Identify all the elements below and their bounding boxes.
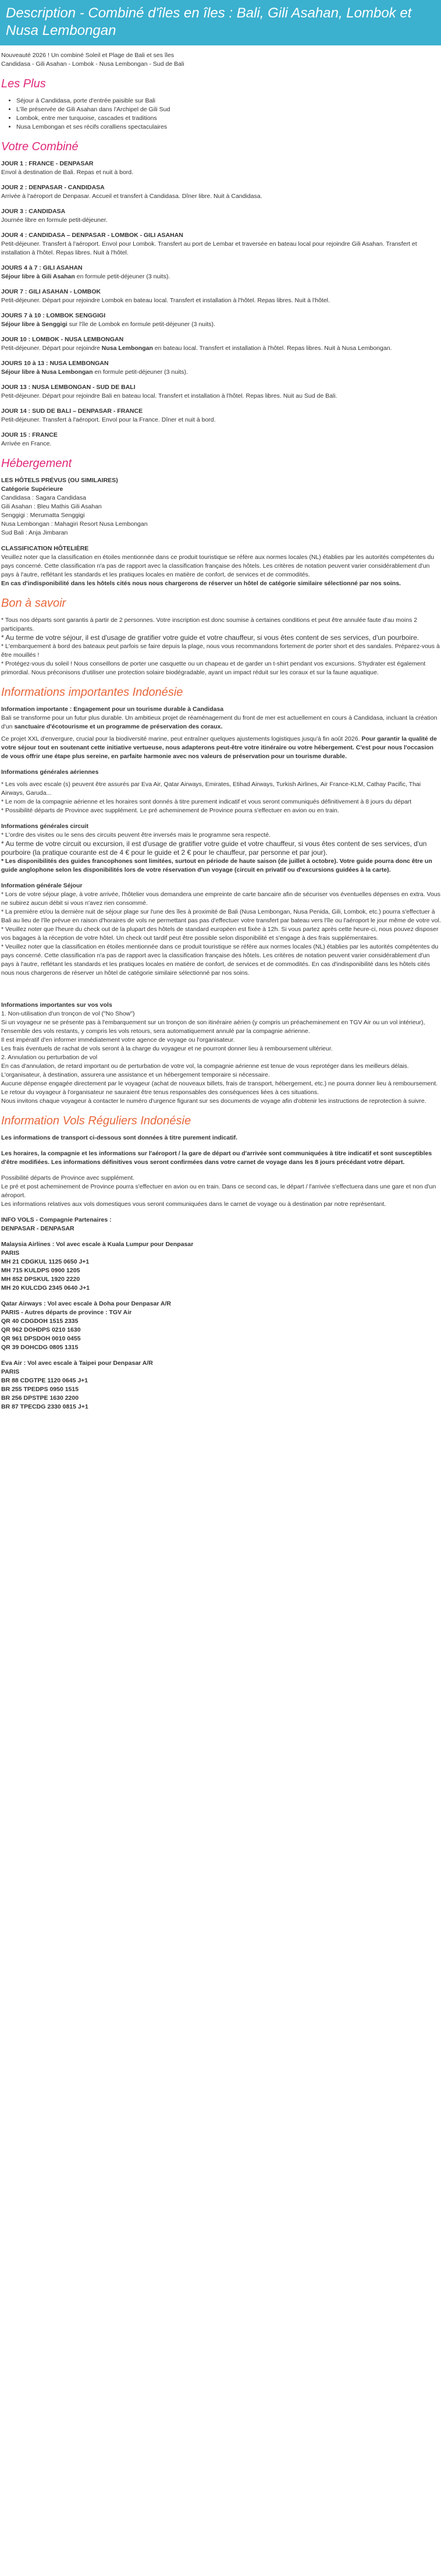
flight-line: MH 852 DPSKUL 1920 2220	[1, 1276, 80, 1283]
hotel-line: Nusa Lembongan : Mahagiri Resort Nusa Lembongan	[1, 521, 148, 528]
sejour-line: * Lors de votre séjour plage, à votre arrivée, l'hôtelier vous demandera une empreinte de carte bancaire afin de sécuriser vos éventuelles dépenses en extra. Vous ne subirez aucun débit si vous n'avez rien consommé.	[1, 891, 440, 907]
list-item: • Séjour à Candidasa, porte d'entrée paisible sur Bali	[16, 97, 441, 105]
day-desc-bold: Séjour libre à Gili Asahan	[1, 273, 75, 280]
aerien-line: * Le nom de la compagnie aérienne et les horaires sont donnés à titre purement indicatif et vous seront communiqués définitivement à 8 jours du départ	[1, 798, 412, 805]
plus-heading: Les Plus	[1, 77, 46, 90]
day-item	[1, 231, 441, 257]
savoir-block	[1, 616, 441, 677]
day-desc-bold: Nusa Lembongan	[101, 345, 153, 352]
combine-heading: Votre Combiné	[1, 140, 79, 153]
infos-heading: Informations importantes Indonésie	[1, 686, 183, 699]
vols-line: Si un voyageur ne se présente pas à l'embarquement sur un tronçon de son itinéraire aérien (y compris un préacheminement en TGV Air ou un vol intérieur), l'ensemble des vols restants, y compris les vols retours, sera automatiquement annulé par la compagnie aérienne.	[1, 1019, 425, 1035]
day-title: JOUR 4 : CANDIDASA – DENPASAR - LOMBOK - GILI ASAHAN	[1, 232, 183, 239]
day-desc	[1, 320, 441, 329]
day-item	[1, 359, 441, 377]
day-desc-pre: Petit-déjeuner. Départ pour rejoindre	[1, 345, 102, 352]
classification-title: CLASSIFICATION HÔTELIÈRE	[1, 545, 89, 552]
vols-line: 2. Annulation ou perturbation de vol	[1, 1054, 98, 1061]
day-desc: Petit-déjeuner. Départ pour rejoindre Bali en bateau local. Transfert et installation à l'hôtel. Repas libres. Nuit au Sud de Bali.	[1, 392, 337, 399]
hebergement-heading: Hébergement	[1, 457, 72, 470]
reguliers-line: Les informations de transport ci-dessous sont données à titre purement indicatif.	[1, 1134, 238, 1141]
engagement-text-c: Ce projet XXL d'envergure, crucial pour la biodiversité marine, peut entraîner quelques ajustements logistiques jusqu'à fin août 2026.	[1, 735, 362, 742]
reguliers-line: Possibilité départs de Province avec supplément.	[1, 1174, 134, 1181]
sejour-block	[1, 882, 441, 978]
engagement-text-a: Bali se transforme pour un futur plus durable. Un ambitieux projet de réaménagement du front de mer est actuellement en cours à Candidasa, incluant la création d'un	[1, 714, 438, 730]
malaysia-block	[1, 1240, 441, 1293]
day-title: JOUR 13 : NUSA LEMBONGAN - SUD DE BALI	[1, 384, 136, 391]
day-item	[1, 407, 441, 424]
day-item	[1, 207, 441, 225]
vols-line: Aucune dépense engagée directement par le voyageur (achat de nouveaux billets, frais de transport, hébergement, etc.) ne pourra donner lieu à remboursement.	[1, 1080, 438, 1087]
aerien-block	[1, 768, 441, 815]
classification-text: Veuillez noter que la classification en étoiles mentionnée dans ce produit touristique se réfère aux normes locales (NL) établies par les autorités compétentes du pays concerné. Cette classification n'a pas de rapport avec la classification française des hôtels. Les critères de notation peuvent varier considérablement d'un pays à l'autre, reflétant les standards et les pratiques locales en matière de confort, de services et de commodités.	[1, 554, 435, 578]
flight-line: BR 256 DPSTPE 1630 2200	[1, 1395, 79, 1402]
page-title: Description - Combiné d'îles en îles : Bali, Gili Asahan, Lombok et Nusa Lembongan	[6, 5, 412, 38]
vols-line: 1. Non-utilisation d'un tronçon de vol ("No Show")	[1, 1010, 135, 1017]
day-item	[1, 288, 441, 305]
engagement-text-e: C'est pour nous l'occasion de vous offrir une étape plus sereine, en parfaite harmonie avec nos valeurs de préservation pour un tourisme durable.	[1, 744, 434, 760]
day-item	[1, 431, 441, 448]
day-item	[1, 312, 441, 329]
savoir-heading: Bon à savoir	[1, 597, 66, 610]
flight-line: PARIS - Autres départs de province : TGV Air	[1, 1309, 132, 1316]
day-title: JOUR 1 : FRANCE - DENPASAR	[1, 160, 94, 167]
list-item: • Nusa Lembongan et ses récifs coralliens spectaculaires	[16, 123, 441, 132]
engagement-text-d: Pour garantir la qualité de votre séjour tout en soutenant cette initiative vertueuse, nous adapterons peut-être votre itinéraire ou votre hébergement.	[1, 735, 437, 751]
flight-line: QR 961 DPSDOH 0010 0455	[1, 1335, 81, 1342]
airline-title: Malaysia Airlines : Vol avec escale à Kuala Lumpur pour Denpasar	[1, 1241, 194, 1248]
intro-line: Candidasa - Gili Asahan - Lombok - Nusa Lembongan - Sud de Bali	[1, 61, 184, 68]
flight-line: MH 21 CDGKUL 1125 0650 J+1	[1, 1258, 90, 1265]
day-title: JOUR 3 : CANDIDASA	[1, 208, 66, 215]
flight-line: QR 40 CDGDOH 1515 2335	[1, 1318, 79, 1325]
flight-line: BR 87 TPECDG 2330 0815 J+1	[1, 1403, 88, 1410]
intro	[1, 51, 441, 69]
info-vols-title: INFO VOLS - Compagnie Partenaires :	[1, 1216, 112, 1223]
day-desc: Petit-déjeuner. Départ pour rejoindre Lombok en bateau local. Transfert et installation à l'hôtel. Repas libres. Nuit à l'hôtel.	[1, 297, 330, 304]
aerien-line: * Possibilité départs de Province avec supplément. Le pré acheminement de Province pourra s'effectuer en avion ou en train.	[1, 807, 339, 814]
vols-line: Le retour du voyageur à l'organisateur ne sauraient être tenus responsables des conséquences liées à ces situations.	[1, 1089, 319, 1096]
day-title: JOURS 4 à 7 : GILI ASAHAN	[1, 264, 83, 271]
vols-line: Il est impératif d'en informer immédiatement votre agence de voyage ou l'organisateur.	[1, 1036, 235, 1043]
day-desc: Envol à destination de Bali. Repas et nuit à bord.	[1, 169, 134, 176]
circuit-block	[1, 822, 441, 875]
aerien-line: * Les vols avec escale (s) peuvent être assurés par Eva Air, Qatar Airways, Emirates, Etihad Airways, Turkish Airlines, Air France-KLM, Cathay Pacific, Thai Airways, Garuda...	[1, 781, 421, 797]
content	[0, 51, 441, 1411]
day-desc-rest: en bateau local. Transfert et installation à l'hôtel. Repas libres. Nuit à Nusa Lembongan.	[152, 345, 392, 352]
reguliers-line: Les horaires, la compagnie et les informations sur l'aéroport / la gare de départ ou d'arrivée sont communiquées à titre indicatif et sont susceptibles d'être modifiées. Les informations définitives vous seront confirmées dans votre carnet de voyage dans les 8 jours précédant votre départ.	[1, 1150, 432, 1166]
day-desc-bold: Séjour libre à Senggigi	[1, 321, 67, 328]
list-item: • L'île préservée de Gili Asahan dans l'Archipel de Gili Sud	[16, 105, 441, 114]
classification-note: En cas d'indisponibilité dans les hôtels cités nous nous chargerons de réserver un hôtel de catégorie similaire sélectionné par nos soins.	[1, 580, 401, 587]
hotels-category: Catégorie Supérieure	[1, 486, 63, 493]
day-desc-rest: en formule petit-déjeuner (3 nuits).	[74, 273, 170, 280]
engagement-text-b: sanctuaire d'écotourisme et un programme de préservation des coraux.	[14, 723, 223, 730]
day-desc	[1, 273, 441, 281]
flight-line: PARIS	[1, 1368, 20, 1375]
engagement-text-2	[1, 735, 441, 761]
vols-line: Les frais éventuels de rachat de vols seront à la charge du voyageur et ne pourront donner lieu à remboursement ultérieur.	[1, 1045, 333, 1052]
flight-line: MH 715 KULDPS 0900 1205	[1, 1267, 80, 1274]
sejour-title: Information générale Séjour	[1, 882, 83, 889]
day-desc: Journée libre en formule petit-déjeuner.	[1, 217, 108, 224]
hotels-subtitle: LES HÔTELS PRÉVUS (OU SIMILAIRES)	[1, 477, 118, 484]
hotels-block	[1, 476, 441, 537]
vols-line: L'organisateur, à destination, assurera une assistance et un hébergement temporaire si nécessaire.	[1, 1071, 270, 1078]
day-title: JOUR 10 : LOMBOK - NUSA LEMBONGAN	[1, 336, 124, 343]
day-desc: Petit-déjeuner. Transfert à l'aéroport. Envol pour Lombok. Transfert au port de Lembar et traversée en bateau local pour rejoindre Gili Asahan. Transfert et installation à l'hôtel. Repas libres. Nuit à l'hôtel.	[1, 240, 417, 256]
hotel-line: Sud Bali : Anja Jimbaran	[1, 529, 68, 536]
vols-block	[1, 1001, 441, 1106]
day-title: JOURS 10 à 13 : NUSA LEMBONGAN	[1, 360, 109, 367]
classification-block	[1, 544, 441, 588]
day-item	[1, 160, 441, 177]
engagement-text	[1, 714, 441, 731]
day-desc-bold: Séjour libre à Nusa Lembongan	[1, 369, 93, 376]
intro-line: Nouveauté 2026 ! Un combiné Soleil et Plage de Bali et ses îles	[1, 52, 175, 59]
plus-list	[1, 97, 441, 132]
reguliers-line: Le pré et post acheminement de Province pourra s'effectuer en avion ou en train. Dans ce second cas, le départ / l'arrivée s'effectuera dans une gare et non d'un aéroport.	[1, 1183, 436, 1199]
day-desc-rest: en formule petit-déjeuner (3 nuits).	[93, 369, 188, 376]
vols-title: Informations importantes sur vos vols	[1, 1002, 112, 1009]
info-vols-route: DENPASAR - DENPASAR	[1, 1225, 74, 1232]
flight-line: PARIS	[1, 1250, 20, 1257]
qatar-block	[1, 1300, 441, 1352]
hotel-line: Candidasa : Sagara Candidasa	[1, 494, 86, 501]
circuit-line: * Les disponibilités des guides francophones sont limitées, surtout en période de haute saison (de juillet à octobre). Votre guide pourra donc être un guide anglophone selon les disponibilités lors de votre réservation d'un voyage (circuit en privatif ou d'excursions guidées à la carte).	[1, 858, 432, 873]
airline-title: Eva Air : Vol avec escale à Taipei pour Denpasar A/R	[1, 1360, 153, 1367]
savoir-line: * Tous nos départs sont garantis à partir de 2 personnes. Votre inscription est donc soumise à certaines conditions et peut être annulée faute d'au moins 2 participants.	[1, 617, 418, 632]
vols-line: En cas d'annulation, de retard important ou de perturbation de votre vol, la compagnie aérienne est tenue de vous reprotéger dans les meilleurs délais.	[1, 1063, 409, 1070]
day-desc: Petit-déjeuner. Transfert à l'aéroport. Envol pour la France. Dîner et nuit à bord.	[1, 416, 216, 423]
savoir-line: * Protégez-vous du soleil ! Nous conseillons de porter une casquette ou un chapeau et de garder un t-shirt pendant vos excursions. S'hydrater est également primordial. Nous préconisons d'utiliser une protection solaire biodégradable, ayant un impact réduit sur les coraux et sur la faune aquatique.	[1, 660, 426, 676]
info-vols-block	[1, 1216, 441, 1233]
aerien-title: Informations générales aériennes	[1, 769, 99, 776]
circuit-line: * L'ordre des visites ou le sens des circuits peuvent être inversés mais le programme sera respecté.	[1, 831, 271, 838]
airline-title: Qatar Airways : Vol avec escale à Doha pour Denpasar A/R	[1, 1300, 171, 1307]
day-desc-rest: sur l'île de Lombok en formule petit-déjeuner (3 nuits).	[67, 321, 215, 328]
flight-line: BR 88 CDGTPE 1120 0645 J+1	[1, 1377, 88, 1384]
flight-line: BR 255 TPEDPS 0950 1515	[1, 1386, 79, 1393]
engagement-block	[1, 705, 441, 761]
circuit-title: Informations générales circuit	[1, 823, 88, 830]
list-item: • Lombok, entre mer turquoise, cascades et traditions	[16, 114, 441, 123]
day-title: JOUR 14 : SUD DE BALI – DENPASAR - FRANCE	[1, 408, 143, 415]
day-title: JOUR 7 : GILI ASAHAN - LOMBOK	[1, 288, 101, 295]
day-title: JOUR 2 : DENPASAR - CANDIDASA	[1, 184, 105, 191]
savoir-line: * Au terme de votre séjour, il est d'usage de gratifier votre guide et votre chauffeur, si vous êtes content de ses services, d'un pourboire.	[1, 634, 419, 642]
sejour-line: * Veuillez noter que l'heure du check out de la plupart des hôtels de standard européen est fixée à 12h. Si vous partez après cette heure-ci, nous pouvez disposer vos bagages à la réception de votre hôtel. Un check out tardif peut être possible selon disponibilité et s'engage à des frais supplémentaires.	[1, 926, 439, 942]
sejour-line: * Veuillez noter que la classification en étoiles mentionnée dans ce produit touristique se réfère aux normes locales (NL) établies par les autorités compétentes du pays concerné. Cette classification n'a pas de rapport avec la classification française des hôtels. Les critères de notation peuvent varier considérablement d'un pays à l'autre, reflétant les standards et les pratiques locales en matière de confort, de services et de commodités. En cas d'indisponibilité dans les hôtels cités nous nous chargerons de réserver un hôtel de catégorie similaire sélectionné par nos soins.	[1, 943, 439, 976]
title-banner	[0, 0, 441, 45]
reguliers-heading: Information Vols Réguliers Indonésie	[1, 1114, 191, 1127]
flight-line: QR 39 DOHCDG 0805 1315	[1, 1344, 79, 1351]
savoir-line: * L'embarquement à bord des bateaux peut parfois se faire depuis la plage, nous vous recommandons fortement de porter short et des sandales. Préparez-vous à être mouillés !	[1, 643, 440, 659]
flight-line: MH 20 KULCDG 2345 0640 J+1	[1, 1285, 90, 1291]
hotel-line: Gili Asahan : Bleu Mathis Gili Asahan	[1, 503, 102, 510]
day-item	[1, 335, 441, 353]
eva-block	[1, 1359, 441, 1411]
day-title: JOURS 7 à 10 : LOMBOK SENGGIGI	[1, 312, 106, 319]
day-item	[1, 383, 441, 401]
day-desc	[1, 368, 441, 377]
day-desc: Arrivée en France.	[1, 440, 52, 447]
day-item	[1, 264, 441, 281]
engagement-title: Information importante : Engagement pour un tourisme durable à Candidasa	[1, 706, 224, 713]
sejour-line: * La première et/ou la dernière nuit de séjour plage sur l'une des îles à proximité de Bali (Nusa Lembongan, Nusa Penida, Gili, Lombok, etc.) pourra s'effectuer à Bali au lieu de l'île prévue en raison d'horaires de vols ne permettant pas pas d'effectuer votre transfert par bateau vers l'île ou l'aéroport le jour même de votre vol.	[1, 908, 441, 924]
circuit-line: * Au terme de votre circuit ou excursion, il est d'usage de gratifier votre guide et votre chauffeur, si vous êtes content de ses services, d'un pourboire (la pratique courante est de 4 € pour le guide et 2 € pour le chauffeur, par personne et par jour).	[1, 840, 427, 857]
reguliers-line: Les informations relatives aux vols domestiques vous seront communiquées dans le carnet de voyage ou à destination par notre représentant.	[1, 1201, 386, 1208]
flight-line: QR 962 DOHDPS 0210 1630	[1, 1326, 81, 1333]
reguliers-block	[1, 1134, 441, 1209]
vols-line: Nous invitons chaque voyageur à contacter le numéro d'urgence figurant sur ses documents de voyage afin d'obtenir les instructions de reprotection à suivre.	[1, 1098, 426, 1105]
day-desc	[1, 344, 441, 353]
day-item	[1, 183, 441, 201]
day-title: JOUR 15 : FRANCE	[1, 431, 58, 438]
day-desc: Arrivée à l'aéroport de Denpasar. Accueil et transfert à Candidasa. Dîner libre. Nuit à Candidasa.	[1, 193, 262, 200]
hotel-line: Senggigi : Merumatta Senggigi	[1, 512, 85, 519]
